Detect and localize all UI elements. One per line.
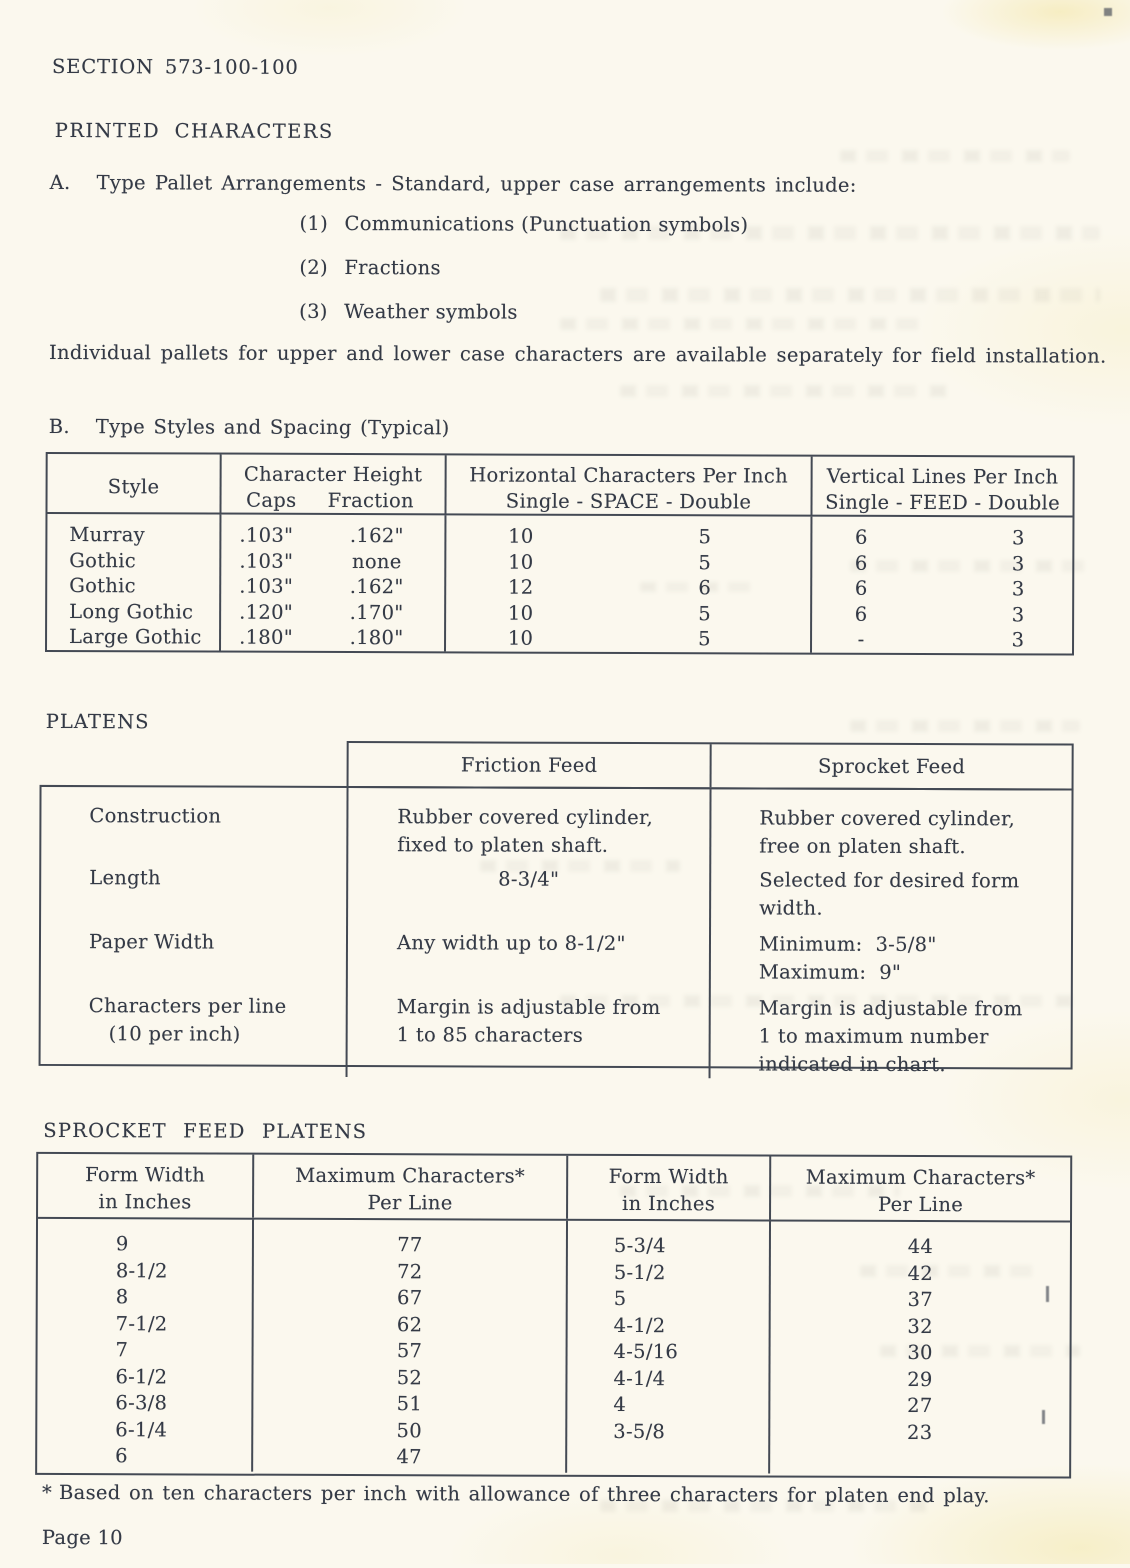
column-style: [47, 514, 221, 650]
list-item-text: Communications (Punctuation symbols): [344, 211, 749, 237]
header-line: Maximum Characters*: [805, 1165, 1036, 1190]
header-style: Style: [47, 454, 221, 514]
cell-line: Characters per line: [88, 994, 287, 1018]
header-line: in Inches: [622, 1191, 716, 1216]
header-max-chars-left: [254, 1155, 568, 1219]
cell-caps: .103": [239, 523, 294, 547]
platens-table-header: [347, 741, 1074, 791]
sprocket-feed-table-body: [37, 1219, 1070, 1475]
column-form-width-right: [567, 1221, 771, 1474]
cell-fraction: .162": [349, 524, 404, 548]
cell-form-width: 7-1/2: [115, 1311, 168, 1335]
list-item-number: (2): [299, 255, 328, 279]
item-b-label: B.: [48, 414, 70, 439]
header-friction-feed: Friction Feed: [349, 743, 712, 787]
cell-form-width: 3-5/8: [613, 1419, 666, 1443]
cell-form-width: 4-5/16: [613, 1339, 679, 1364]
cell-line: 1 to maximum number: [758, 1024, 989, 1049]
cell-line: indicated in chart.: [758, 1052, 946, 1077]
platens-heading: PLATENS: [45, 709, 150, 734]
cell-line: Length: [89, 866, 161, 890]
column-max-chars-left: [253, 1220, 568, 1473]
cell-length-label: [41, 849, 346, 914]
column-caps: [221, 515, 331, 651]
cell-style: Gothic: [69, 548, 137, 572]
cell-line: Rubber covered cylinder,: [397, 805, 654, 830]
cell-line: 1 to 85 characters: [396, 1023, 584, 1047]
list-item: [299, 256, 441, 279]
cell-form-width: 8: [115, 1285, 129, 1309]
cell-max-chars: 77: [397, 1233, 423, 1257]
cell-form-width: 5: [613, 1286, 627, 1310]
header-character-height: [221, 455, 446, 515]
cell-max-chars: 72: [397, 1259, 423, 1283]
page-number: Page 10: [41, 1525, 123, 1550]
list-item-text: Weather symbols: [344, 299, 518, 324]
header-horizontal: [446, 455, 812, 515]
cell-fraction: .180": [349, 626, 404, 650]
cell-max-chars: 30: [907, 1340, 933, 1365]
cell-form-width: 8-1/2: [115, 1258, 168, 1282]
cell-sprocket-paper-width: [711, 915, 1071, 984]
footnote-marker: *: [42, 1480, 53, 1504]
item-a-label: A.: [49, 170, 71, 195]
platens-label-column: [41, 787, 349, 1077]
cell-line: free on platen shaft.: [759, 834, 966, 859]
header-vertical-line2: Single - FEED - Double: [825, 490, 1060, 515]
header-character-height-title: Character Height: [243, 462, 423, 487]
cell-form-width: 6-1/2: [115, 1364, 168, 1388]
cell-friction-length: [348, 850, 709, 915]
cell-vertical-single: -: [857, 627, 865, 651]
item-b: [49, 415, 450, 439]
cell-horizontal-single: 10: [507, 601, 534, 625]
column-form-width-left: [37, 1219, 254, 1472]
item-b-text: Type Styles and Spacing (Typical): [95, 415, 450, 440]
cell-max-chars: 29: [907, 1367, 933, 1391]
header-fraction: Fraction: [327, 488, 414, 513]
cell-line: Margin is adjustable from: [396, 995, 661, 1020]
cell-friction-characters: [348, 978, 709, 1078]
cell-caps: .103": [239, 574, 294, 598]
cell-style: Long Gothic: [69, 599, 194, 623]
cell-line: Margin is adjustable from: [758, 996, 1023, 1021]
cell-line: Paper Width: [88, 930, 215, 954]
platens-sprocket-column: [711, 789, 1072, 1079]
item-a: [50, 171, 857, 197]
sprocket-feed-table: [35, 1152, 1072, 1479]
header-vertical-line1: Vertical Lines Per Inch: [826, 464, 1059, 489]
list-item: [299, 212, 748, 237]
cell-max-chars: 47: [396, 1445, 422, 1469]
cell-sprocket-characters: [711, 979, 1071, 1079]
cell-max-chars: 44: [907, 1234, 934, 1259]
cell-fraction: none: [351, 549, 402, 573]
header-sprocket-feed: Sprocket Feed: [817, 754, 966, 779]
cell-max-chars: 57: [396, 1339, 423, 1363]
cell-vertical-double: 3: [1011, 602, 1025, 626]
type-styles-table: [45, 452, 1075, 656]
footnote-text: Based on ten characters per inch with allowance of three characters for platen end play.: [59, 1481, 990, 1508]
cell-line: 8-3/4": [498, 867, 560, 891]
cell-fraction: .170": [349, 600, 404, 624]
cell-line: Any width up to 8-1/2": [396, 931, 626, 955]
cell-form-width: 6-1/4: [115, 1417, 168, 1441]
header-line: in Inches: [98, 1190, 192, 1214]
cell-line: Construction: [89, 804, 222, 828]
cell-max-chars: 50: [396, 1418, 423, 1442]
section-number: SECTION 573-100-100: [52, 54, 299, 79]
header-line: Form Width: [608, 1164, 729, 1189]
column-horizontal-single: [446, 515, 629, 651]
cell-vertical-double: 3: [1011, 551, 1025, 575]
cell-horizontal-double: 5: [698, 550, 712, 574]
paragraph: Individual pallets for upper and lower case characters are available separately for field installation.: [49, 340, 1107, 368]
header-line: Maximum Characters*: [295, 1163, 526, 1188]
column-vertical-single: [812, 517, 944, 653]
platens-table-body: [39, 785, 1074, 1077]
platens-friction-column: [348, 788, 712, 1078]
column-max-chars-right: [770, 1221, 1070, 1474]
list-item: [299, 300, 518, 324]
header-line: Form Width: [85, 1163, 206, 1187]
header-line: Per Line: [878, 1192, 964, 1217]
cell-form-width: 4-1/4: [613, 1366, 666, 1390]
list-item-number: (3): [299, 299, 328, 323]
cell-paper-width-label: [41, 913, 346, 978]
cell-friction-construction: [348, 788, 709, 857]
header-line: Per Line: [367, 1191, 453, 1215]
cell-max-chars: 67: [396, 1286, 423, 1310]
cell-horizontal-single: 10: [508, 550, 534, 574]
cell-max-chars: 62: [396, 1312, 423, 1336]
cell-vertical-double: 3: [1011, 628, 1025, 652]
cell-horizontal-single: 12: [507, 575, 534, 599]
printed-characters-heading: PRINTED CHARACTERS: [54, 118, 334, 143]
cell-form-width: 6-3/8: [115, 1391, 168, 1415]
cell-form-width: 5-1/2: [613, 1260, 666, 1284]
column-horizontal-double: [629, 516, 812, 652]
cell-sprocket-length: [711, 851, 1071, 920]
cell-line: width.: [759, 896, 823, 920]
cell-horizontal-double: 6: [698, 576, 712, 600]
footnote: [42, 1481, 990, 1507]
type-styles-table-body: [47, 514, 1072, 652]
header-max-chars-right: [771, 1156, 1070, 1220]
cell-max-chars: 51: [396, 1392, 423, 1416]
cell-line: (10 per inch): [108, 1022, 241, 1046]
cell-style: Gothic: [69, 574, 136, 598]
cell-line: fixed to platen shaft.: [397, 833, 609, 857]
cell-max-chars: 32: [907, 1314, 933, 1338]
cell-form-width: 4-1/2: [613, 1313, 666, 1337]
cell-form-width: 4: [613, 1392, 627, 1416]
list-item-text: Fractions: [344, 255, 441, 280]
cell-vertical-single: 6: [854, 551, 868, 575]
cell-characters-per-line-label: [41, 977, 346, 1077]
header-caps: Caps: [246, 488, 297, 512]
cell-form-width: 6: [115, 1444, 128, 1468]
cell-vertical-single: 6: [854, 576, 868, 600]
header-horizontal-line1: Horizontal Characters Per Inch: [469, 463, 789, 488]
cell-style: Large Gothic: [69, 625, 202, 649]
column-fraction: [331, 515, 446, 651]
cell-line: Rubber covered cylinder,: [759, 806, 1016, 831]
sprocket-feed-table-header: [38, 1154, 1070, 1223]
cell-horizontal-double: 5: [698, 627, 711, 651]
cell-style: Murray: [69, 523, 146, 547]
cell-max-chars: 52: [396, 1365, 423, 1389]
cell-fraction: .162": [349, 575, 404, 599]
cell-vertical-double: 3: [1011, 577, 1025, 601]
cell-max-chars: 27: [907, 1393, 933, 1418]
cell-max-chars: 37: [907, 1287, 933, 1312]
cell-caps: .180": [239, 625, 294, 649]
cell-line: Selected for desired form: [759, 868, 1020, 893]
cell-vertical-single: 6: [854, 602, 868, 626]
cell-line: Maximum: 9": [758, 960, 902, 984]
header-vertical: [812, 457, 1072, 517]
cell-max-chars: 42: [907, 1261, 934, 1285]
cell-vertical-double: 3: [1012, 526, 1025, 550]
cell-form-width: 9: [115, 1232, 129, 1256]
list-item-number: (1): [299, 211, 329, 235]
cell-friction-paper-width: [348, 914, 709, 979]
column-vertical-double: [944, 517, 1072, 653]
cell-sprocket-construction: [711, 789, 1071, 859]
cell-construction-label: [41, 787, 346, 850]
cell-caps: .120": [239, 600, 294, 624]
cell-form-width: 5-3/4: [613, 1233, 666, 1258]
header-horizontal-line2: Single - SPACE - Double: [505, 489, 752, 514]
cell-max-chars: 23: [907, 1420, 933, 1444]
type-styles-table-header: [47, 454, 1072, 518]
sprocket-feed-platens-heading: SPROCKET FEED PLATENS: [43, 1118, 368, 1144]
cell-vertical-single: 6: [855, 525, 868, 549]
cell-horizontal-single: 10: [507, 626, 534, 650]
cell-form-width: 7: [115, 1338, 129, 1362]
cell-line: Minimum: 3-5/8": [758, 932, 937, 957]
item-a-text: Type Pallet Arrangements - Standard, upper case arrangements include:: [96, 171, 857, 197]
cell-horizontal-double: 5: [698, 601, 712, 625]
cell-horizontal-single: 10: [508, 524, 534, 548]
header-form-width-left: [38, 1154, 254, 1218]
cell-caps: .103": [239, 549, 294, 573]
cell-horizontal-double: 5: [698, 525, 712, 549]
header-form-width-right: [568, 1156, 771, 1220]
